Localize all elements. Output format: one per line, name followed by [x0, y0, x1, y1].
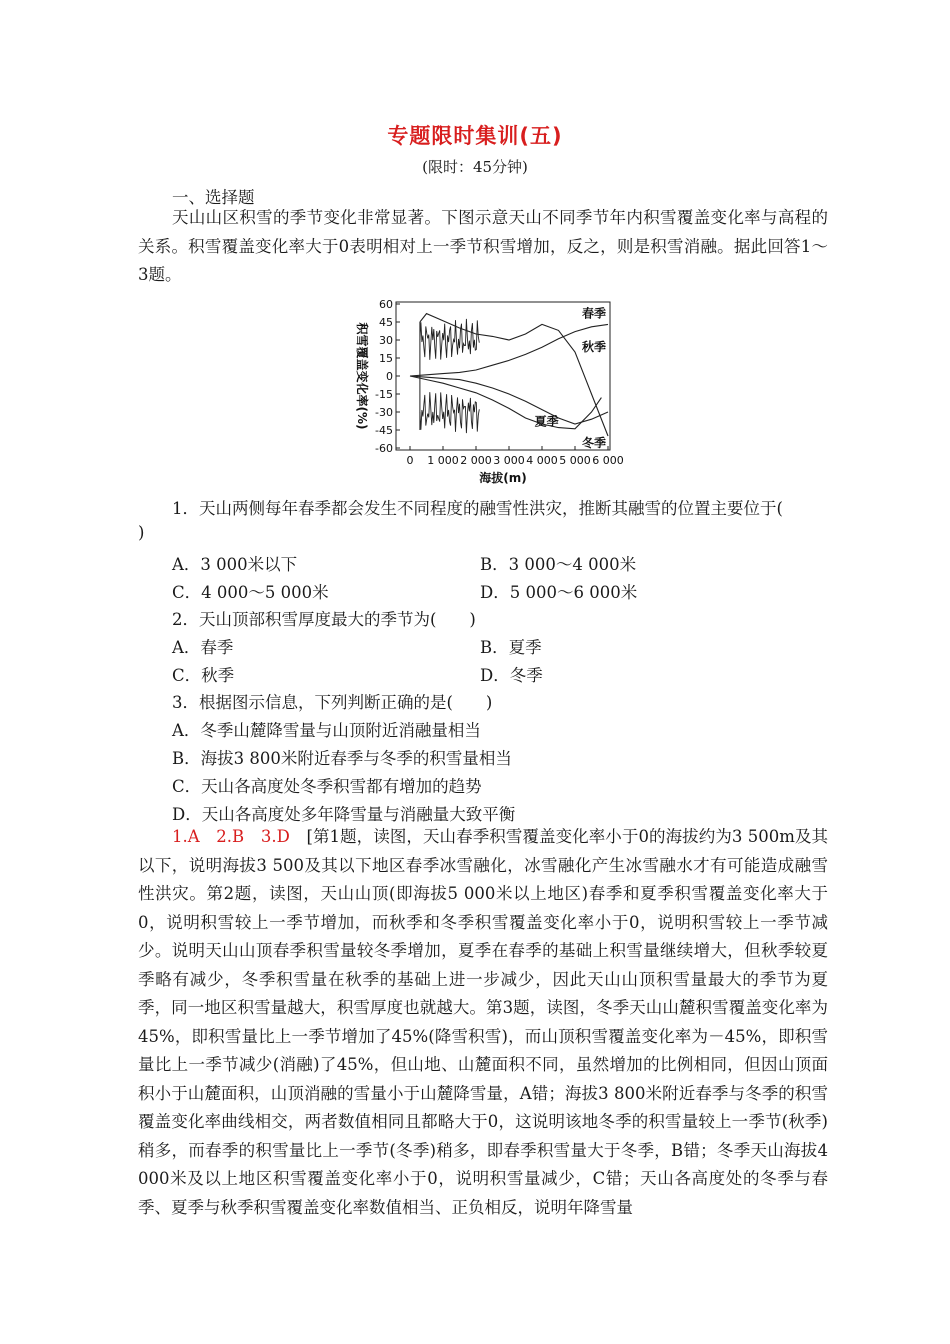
series-label: 秋季 — [581, 340, 606, 355]
series-label: 夏季 — [534, 414, 559, 429]
y-tick-label: -45 — [375, 424, 393, 437]
q2-option-d: D．冬季 — [480, 666, 543, 685]
x-axis-label: 海拔(m) — [479, 471, 527, 485]
page-title: 专题限时集训(五) — [387, 124, 563, 148]
q2-option-b: B．夏季 — [480, 638, 542, 657]
q1-stem-end: ) — [138, 523, 145, 542]
section-heading: 一、选择题 — [172, 188, 255, 207]
q3-option-a: A．冬季山麓降雪量与山顶附近消融量相当 — [172, 721, 481, 740]
series-label: 春季 — [581, 306, 606, 321]
snow-cover-chart — [338, 294, 638, 490]
x-tick-label: 1 000 — [427, 454, 459, 467]
x-tick-label: 2 000 — [460, 454, 492, 467]
low-altitude-noise — [420, 319, 479, 433]
y-tick-label: 0 — [386, 370, 393, 383]
series-label: 冬季 — [581, 436, 606, 451]
q1-option-c: C．4 000～5 000米 — [172, 583, 329, 602]
intro-paragraph: 天山山区积雪的季节变化非常显著。下图示意天山不同季节年内积雪覆盖变化率与高程的关系。积雪覆盖变化率大于0表明相对上一季节积雪增加，反之，则是积雪消融。据此回答1～3题。 — [138, 208, 828, 284]
y-tick-label: 60 — [379, 298, 393, 311]
q3-option-b: B．海拔3 800米附近春季与冬季的积雪量相当 — [172, 749, 512, 768]
series-line-夏季 — [410, 376, 601, 429]
y-tick-label: 30 — [379, 334, 393, 347]
q2-option-a: A．春季 — [172, 638, 234, 657]
q2-option-c: C．秋季 — [172, 666, 235, 685]
q3-option-d: D．天山各高度处多年降雪量与消融量大致平衡 — [172, 805, 516, 824]
y-tick-label: -30 — [375, 406, 393, 419]
q1-option-d: D．5 000～6 000米 — [480, 583, 638, 602]
x-tick-label: 0 — [406, 454, 414, 467]
series-line-冬季 — [420, 314, 608, 436]
x-tick-label: 3 000 — [493, 454, 525, 467]
y-tick-label: -15 — [375, 388, 393, 401]
q3-option-c: C．天山各高度处冬季积雪都有增加的趋势 — [172, 777, 482, 796]
q1-option-b: B．3 000～4 000米 — [480, 555, 637, 574]
noise-lower — [420, 392, 479, 433]
x-tick-label: 4 000 — [526, 454, 558, 467]
y-tick-label: 45 — [379, 316, 393, 329]
q2-stem: 2．天山顶部积雪厚度最大的季节为( ) — [172, 610, 476, 629]
y-tick-label: -60 — [375, 442, 393, 455]
answer-text: [第1题，读图，天山春季积雪覆盖变化率小于0的海拔约为3 500m及其以下，说明海拔3 500及其以下地区春季冰雪融化，冰雪融化产生冰雪融水才有可能造成融雪性洪灾。第2题，读图，天山山顶(即海拔5 000米以上地区)春季和夏季积雪覆盖变化率大于0，说明积雪较上一季节增加，而秋季和冬季积雪覆盖变化率小于0，说明积雪较上一季节减少。说明天山山顶春季积雪量较冬季增加，夏季在春季的基础上积雪量继续增大，但秋季较夏季略有减少，冬季积雪量在秋季的基础上进一步减少，因此天山山顶积雪量最大的季节为夏季，同一地区积雪量越大，积雪厚度也就越大。第3题，读图，冬季天山山麓积雪覆盖变化率为45%，即积雪量比上一季节增加了45%(降雪积雪)，而山顶积雪覆盖变化率为－45%，即积雪量比上一季节减少(消融)了45%，但山地、山麓面积不同，虽然增加的比例相同，但因山顶面积小于山麓面积，山顶消融的雪量小于山麓降雪量，A错；海拔3 800米附近春季与冬季的积雪覆盖变化率曲线相交，两者数值相同且都略大于0，这说明该地冬季的积雪量较上一季节(秋季)稍多，而春季的积雪量比上一季节(冬季)稍多，即春季积雪量大于冬季，B错；冬季天山海拔4 000米及以上地区积雪覆盖变化率小于0，说明积雪量减少，C错；天山各高度处的冬季与春季、夏季与秋季积雪覆盖变化率数值相当、正负相反，说明年降雪量 — [138, 827, 828, 1217]
y-tick-label: 15 — [379, 352, 393, 365]
time-limit: (限时：45分钟) — [422, 158, 528, 176]
answer-keys: 1.A 2.B 3.D — [172, 827, 290, 846]
q1-stem: 1．天山两侧每年春季都会发生不同程度的融雪性洪灾，推断其融雪的位置主要位于( — [172, 499, 783, 518]
q3-stem: 3．根据图示信息，下列判断正确的是( ) — [172, 693, 493, 712]
x-tick-label: 5 000 — [559, 454, 591, 467]
q1-option-a: A．3 000米以下 — [172, 555, 298, 574]
plot-frame — [396, 302, 610, 450]
noise-upper — [420, 319, 479, 360]
y-axis-label: 积雪覆盖变化率(%) — [355, 322, 369, 430]
answer-explanation — [138, 823, 828, 1222]
x-tick-label: 6 000 — [592, 454, 624, 467]
